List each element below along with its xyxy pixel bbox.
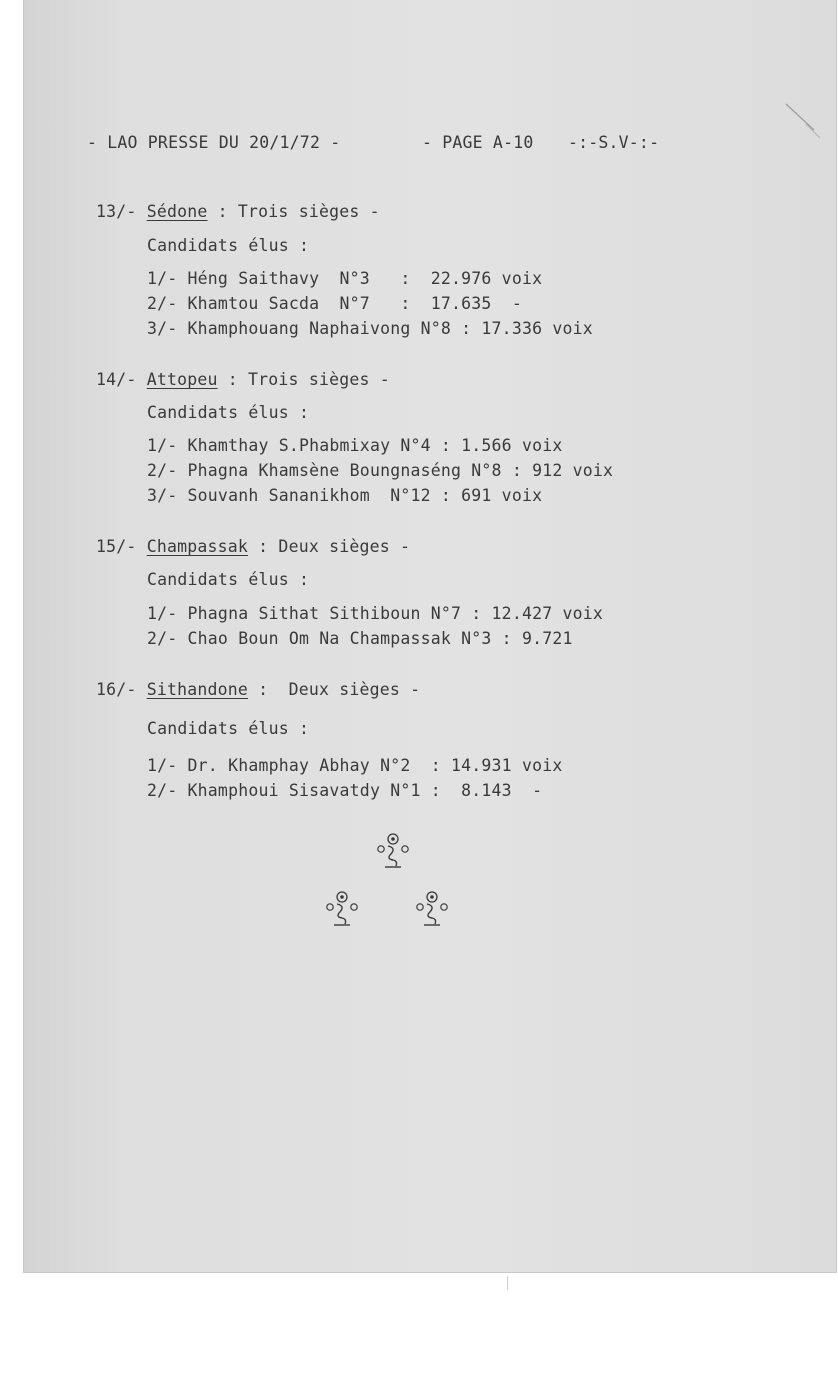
candidate-line: 1/- Dr. Khamphay Abhay N°2 : 14.931 voix <box>147 756 563 775</box>
section-number: 14/- <box>96 370 137 389</box>
section-place: Sithandone <box>146 680 249 699</box>
candidate-line: 3/- Souvanh Sananikhom N°12 : 691 voix <box>147 486 543 505</box>
section-place: Champassak <box>146 537 249 556</box>
section-15-title <box>96 537 410 556</box>
section-14-subtitle: Candidats élus : <box>147 403 310 422</box>
candidate-line: 1/- Phagna Sithat Sithiboun N°7 : 12.427 voix <box>147 604 604 623</box>
section-seats: : Trois sièges - <box>207 202 380 221</box>
candidate-line: 2/- Khamtou Sacda N°7 : 17.635 - <box>147 294 522 313</box>
section-16-title <box>96 680 420 699</box>
candidate-line: 3/- Khamphouang Naphaivong N°8 : 17.336 voix <box>147 319 593 338</box>
section-15-subtitle: Candidats élus : <box>147 570 310 589</box>
section-number: 13/- <box>96 202 137 221</box>
section-number: 16/- <box>96 680 137 699</box>
section-seats: : Trois sièges - <box>217 370 390 389</box>
header-page: - PAGE A-10 <box>422 133 534 152</box>
candidate-line: 1/- Héng Saithavy N°3 : 22.976 voix <box>147 269 543 288</box>
candidate-line: 1/- Khamthay S.Phabmixay N°4 : 1.566 voix <box>147 436 563 455</box>
scan-edge-tick <box>507 1276 508 1290</box>
section-number: 15/- <box>96 537 137 556</box>
section-13-subtitle: Candidats élus : <box>147 236 310 255</box>
fold-mark <box>784 100 824 140</box>
lao-emblem-ornament-icon <box>322 886 362 932</box>
candidate-line: 2/- Phagna Khamsène Boungnaséng N°8 : 912 voix <box>147 461 614 480</box>
section-14-title <box>96 370 390 389</box>
lao-emblem-ornament-icon <box>373 828 413 874</box>
section-place: Attopeu <box>146 370 218 389</box>
section-seats: : Deux sièges - <box>248 680 421 699</box>
section-seats: : Deux sièges - <box>248 537 411 556</box>
lao-emblem-ornament-icon <box>412 886 452 932</box>
section-13-title <box>96 202 380 221</box>
header-left: - LAO PRESSE DU 20/1/72 - <box>87 133 341 152</box>
candidate-line: 2/- Chao Boun Om Na Champassak N°3 : 9.721 <box>147 629 573 648</box>
section-16-subtitle: Candidats élus : <box>147 719 310 738</box>
candidate-line: 2/- Khamphoui Sisavatdy N°1 : 8.143 - <box>147 781 543 800</box>
section-place: Sédone <box>146 202 208 221</box>
header-right: -:-S.V-:- <box>568 133 660 152</box>
